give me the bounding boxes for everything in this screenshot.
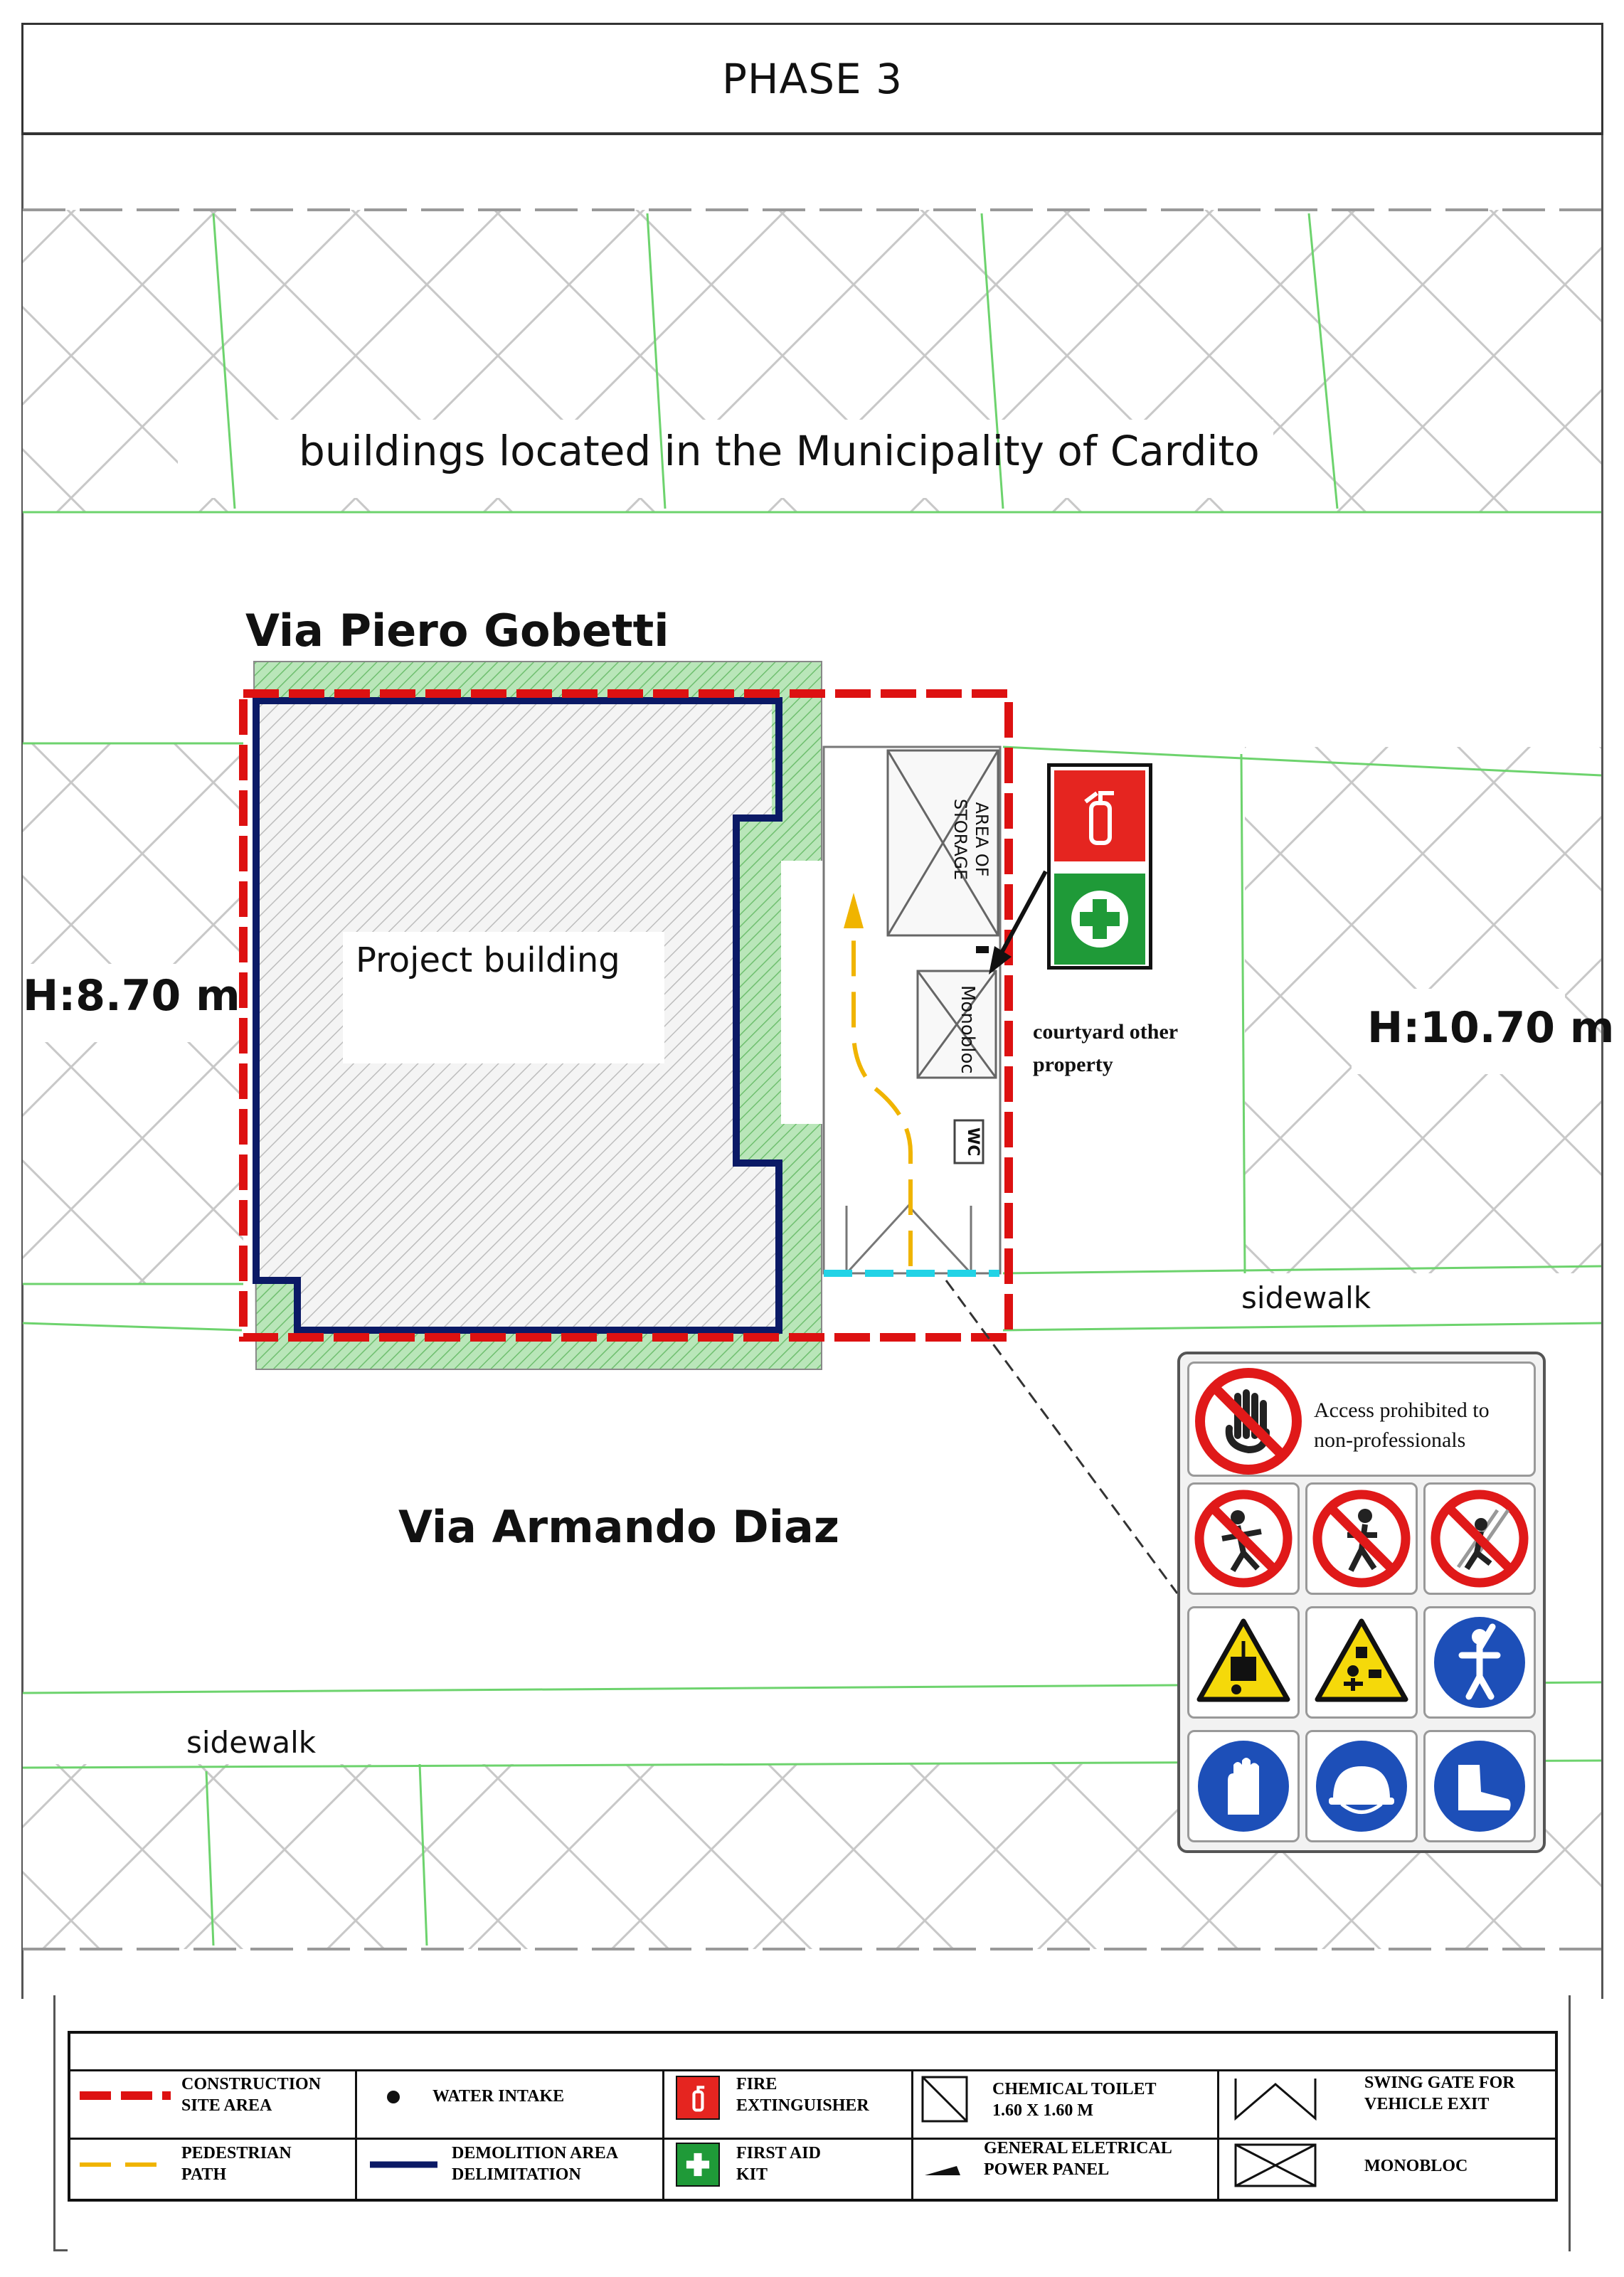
legend-first-aid-icon bbox=[676, 2143, 720, 2187]
legend-construction-site-label: CONSTRUCTION SITE AREA bbox=[181, 2075, 322, 2115]
legend-swing-gate-symbol bbox=[1236, 2079, 1315, 2118]
legend-fire-extinguisher-icon bbox=[676, 2076, 720, 2120]
legend-chemical-toilet-label: CHEMICAL TOILET 1.60 X 1.60 M bbox=[992, 2080, 1157, 2120]
project-building-label: Project building bbox=[356, 940, 620, 980]
legend-demolition-label: DEMOLITION AREA DELIMITATION bbox=[452, 2144, 619, 2184]
page-title: PHASE 3 bbox=[721, 54, 903, 103]
access-prohibited-text: Access prohibited to non-professionals bbox=[1314, 1398, 1490, 1452]
sidewalk-left-label: sidewalk bbox=[186, 1725, 317, 1760]
buildings-label: buildings located in the Municipality of Cardito bbox=[299, 427, 1260, 475]
height-right-label: H:10.70 m bbox=[1367, 1003, 1615, 1053]
street-bottom-label: Via Armando Diaz bbox=[398, 1501, 839, 1553]
legend-monobloc-label: MONOBLOC bbox=[1364, 2157, 1468, 2175]
courtyard-label: courtyard other property bbox=[1033, 1020, 1179, 1076]
storage-label: AREA OF STORAGE bbox=[950, 798, 992, 881]
legend-power-panel-symbol bbox=[925, 2166, 960, 2175]
legend-water-intake-label: WATER INTAKE bbox=[432, 2087, 565, 2106]
height-left-label: H:8.70 m bbox=[23, 971, 240, 1021]
legend-first-aid-label: FIRST AID KIT bbox=[736, 2144, 821, 2184]
legend-fire-extinguisher-label: FIRE EXTINGUISHER bbox=[736, 2075, 869, 2115]
legend-pedestrian-path-label: PEDESTRIAN PATH bbox=[181, 2144, 292, 2184]
legend-power-panel-label: GENERAL ELETRICAL POWER PANEL bbox=[984, 2139, 1172, 2179]
street-top-label: Via Piero Gobetti bbox=[245, 605, 669, 657]
legend-swing-gate-label: SWING GATE FOR VEHICLE EXIT bbox=[1364, 2074, 1515, 2113]
sidewalk-right-label: sidewalk bbox=[1241, 1280, 1371, 1315]
legend-water-intake-symbol bbox=[387, 2091, 400, 2103]
monobloc-label: Monobloc bbox=[957, 985, 978, 1074]
wc-label: WC bbox=[964, 1127, 982, 1157]
